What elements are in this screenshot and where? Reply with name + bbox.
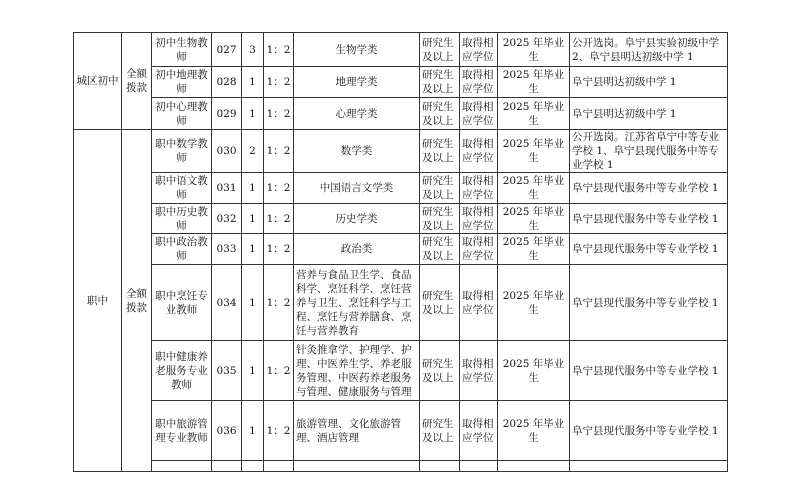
notes: 公开选岗。江苏省阜宁中等专业学校 1、阜宁县现代服务中等专业学校 1 [570,130,728,173]
major-requirement: 心理学类 [294,98,420,130]
table-row [74,98,728,130]
position-code: 029 [212,98,242,130]
major-requirement: 地理学类 [294,67,420,98]
other-requirement: 2025 年毕业生 [498,98,570,130]
table-row [74,234,728,265]
major-requirement: 营养与食品卫生学、食品科学、烹饪科学、烹饪营养与卫生、烹饪科学与工程、烹饪与营养膳食、烹饪与营养教育 [294,265,420,341]
degree-requirement: 取得相应学位 [460,173,498,204]
hire-count: 1 [242,401,264,461]
position-code: 030 [212,130,242,173]
table-row [74,204,728,234]
position-code: 027 [212,33,242,67]
exam-ratio: 1：2 [264,401,294,461]
funding-type: 全额拨款 [122,130,152,472]
exam-ratio: 1：2 [264,265,294,341]
exam-ratio: 1：2 [264,173,294,204]
table-row [74,130,728,173]
education-requirement: 研究生及以上 [420,33,460,67]
other-requirement: 2025 年毕业生 [498,67,570,98]
hire-count: 1 [242,204,264,234]
table-row [74,265,728,341]
other-requirement: 2025 年毕业生 [498,265,570,341]
hire-count: 1 [242,67,264,98]
hire-count: 1 [242,98,264,130]
major-requirement: 数学类 [294,130,420,173]
position-name: 职中烹饪专业教师 [152,265,212,341]
degree-requirement: 取得相应学位 [460,265,498,341]
empty-cell [212,461,242,472]
notes: 阜宁县明达初级中学 1 [570,67,728,98]
position-code: 028 [212,67,242,98]
position-name: 职中数学教师 [152,130,212,173]
degree-requirement: 取得相应学位 [460,341,498,401]
education-requirement: 研究生及以上 [420,130,460,173]
empty-cell [420,461,460,472]
empty-cell [570,461,728,472]
degree-requirement: 取得相应学位 [460,98,498,130]
position-name: 初中地理教师 [152,67,212,98]
position-name: 职中政治教师 [152,234,212,265]
empty-cell [152,461,212,472]
hire-count: 2 [242,130,264,173]
table-row [74,341,728,401]
major-requirement: 针灸推拿学、护理学、护理、中医养生学、养老服务管理、中医药养老服务与管理、健康服务与管理 [294,341,420,401]
position-name: 职中语文教师 [152,173,212,204]
empty-cell [294,461,420,472]
other-requirement: 2025 年毕业生 [498,173,570,204]
empty-cell [460,461,498,472]
exam-ratio: 1：2 [264,204,294,234]
table-row [74,33,728,67]
other-requirement: 2025 年毕业生 [498,204,570,234]
notes: 公开选岗。阜宁县实验初级中学 2、阜宁县明达初级中学 1 [570,33,728,67]
exam-ratio: 1：2 [264,234,294,265]
table-row [74,173,728,204]
hire-count: 1 [242,173,264,204]
education-requirement: 研究生及以上 [420,234,460,265]
position-code: 034 [212,265,242,341]
exam-ratio: 1：2 [264,341,294,401]
table-row [74,401,728,461]
position-name: 职中历史教师 [152,204,212,234]
education-requirement: 研究生及以上 [420,204,460,234]
position-code: 031 [212,173,242,204]
degree-requirement: 取得相应学位 [460,130,498,173]
other-requirement: 2025 年毕业生 [498,341,570,401]
notes: 阜宁县现代服务中等专业学校 1 [570,401,728,461]
empty-cell [264,461,294,472]
education-requirement: 研究生及以上 [420,173,460,204]
major-requirement: 生物学类 [294,33,420,67]
other-requirement: 2025 年毕业生 [498,401,570,461]
table-row-empty [74,461,728,472]
position-name: 初中心理教师 [152,98,212,130]
notes: 阜宁县现代服务中等专业学校 1 [570,341,728,401]
notes: 阜宁县现代服务中等专业学校 1 [570,173,728,204]
hire-count: 3 [242,33,264,67]
exam-ratio: 1：2 [264,33,294,67]
degree-requirement: 取得相应学位 [460,234,498,265]
position-code: 035 [212,341,242,401]
position-name: 职中旅游管理专业教师 [152,401,212,461]
hire-count: 1 [242,341,264,401]
education-requirement: 研究生及以上 [420,341,460,401]
notes: 阜宁县现代服务中等专业学校 1 [570,204,728,234]
position-name: 职中健康养老服务专业教师 [152,341,212,401]
hire-count: 1 [242,265,264,341]
education-requirement: 研究生及以上 [420,67,460,98]
funding-type: 全额拨款 [122,33,152,130]
exam-ratio: 1：2 [264,67,294,98]
other-requirement: 2025 年毕业生 [498,130,570,173]
degree-requirement: 取得相应学位 [460,204,498,234]
section-label: 职中 [74,130,122,472]
position-name: 初中生物教师 [152,33,212,67]
notes: 阜宁县明达初级中学 1 [570,98,728,130]
empty-cell [498,461,570,472]
major-requirement: 中国语言文学类 [294,173,420,204]
position-code: 036 [212,401,242,461]
degree-requirement: 取得相应学位 [460,401,498,461]
major-requirement: 历史学类 [294,204,420,234]
position-code: 032 [212,204,242,234]
hire-count: 1 [242,234,264,265]
notes: 阜宁县现代服务中等专业学校 1 [570,265,728,341]
major-requirement: 旅游管理、文化旅游管理、酒店管理 [294,401,420,461]
recruitment-table [73,32,728,472]
education-requirement: 研究生及以上 [420,265,460,341]
exam-ratio: 1：2 [264,130,294,173]
education-requirement: 研究生及以上 [420,98,460,130]
degree-requirement: 取得相应学位 [460,67,498,98]
empty-cell [242,461,264,472]
other-requirement: 2025 年毕业生 [498,33,570,67]
major-requirement: 政治类 [294,234,420,265]
education-requirement: 研究生及以上 [420,401,460,461]
other-requirement: 2025 年毕业生 [498,234,570,265]
position-code: 033 [212,234,242,265]
notes: 阜宁县现代服务中等专业学校 1 [570,234,728,265]
degree-requirement: 取得相应学位 [460,33,498,67]
section-label: 城区初中 [74,33,122,130]
exam-ratio: 1：2 [264,98,294,130]
table-row [74,67,728,98]
